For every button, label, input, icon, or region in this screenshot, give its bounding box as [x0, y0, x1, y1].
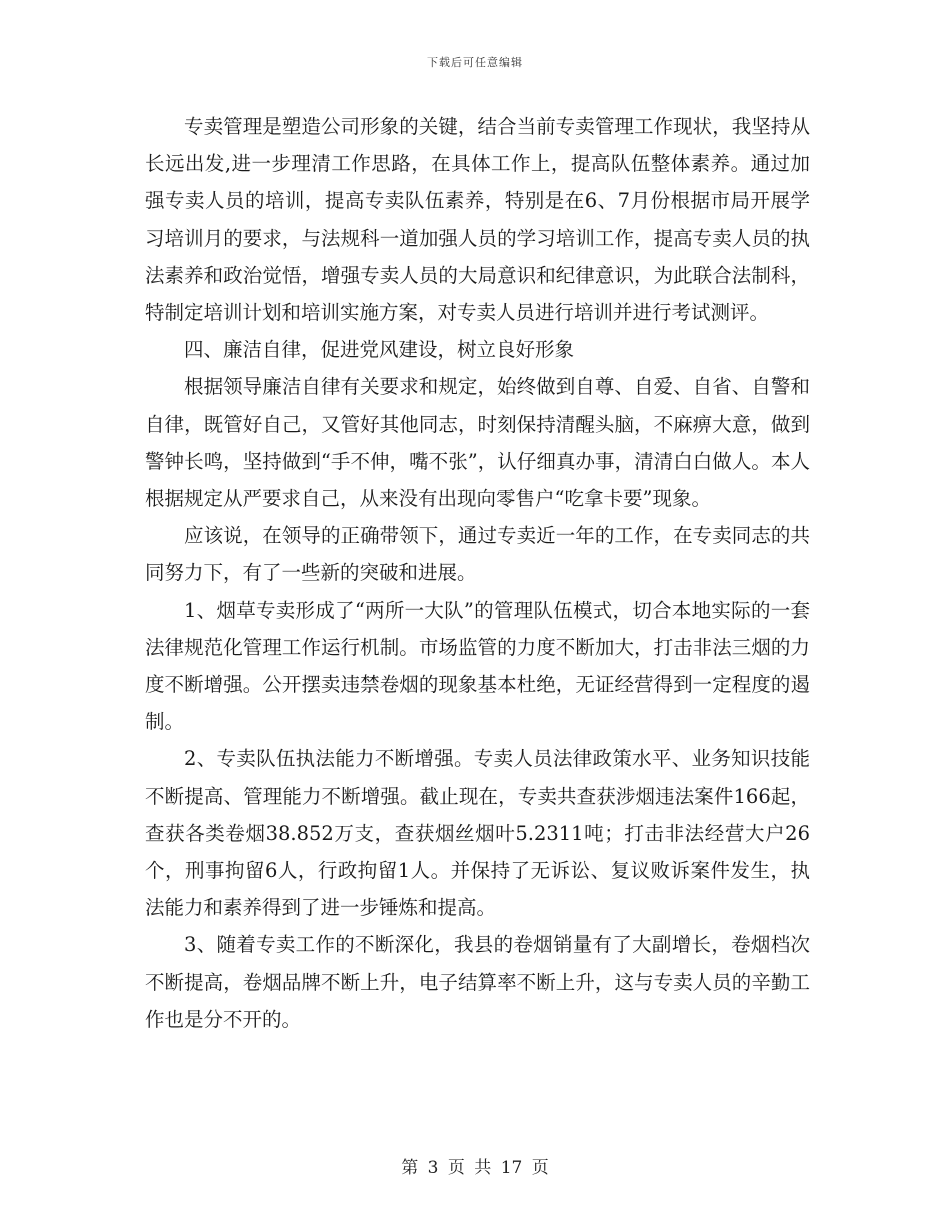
paragraph-summary: 应该说，在领导的正确带领下，通过专卖近一年的工作，在专卖同志的共同努力下，有了一些新的突破和进展。 [145, 524, 810, 585]
paragraph-item-2: 2、专卖队伍执法能力不断增强。专卖人员法律政策水平、业务知识技能不断提高、管理能力不断增强。截止现在，专卖共查获涉烟违法案件166起，查获各类卷烟38.852万支，查获烟丝烟叶5.2311吨；打击非法经营大户26个，刑事拘留6人，行政拘留1人。并保持了无诉讼、复议败诉案件发生，执法能力和素养得到了进一步锤炼和提高。 [145, 747, 810, 920]
paragraph-integrity: 根据领导廉洁自律有关要求和规定，始终做到自尊、自爱、自省、自警和自律，既管好自己，又管好其他同志，时刻保持清醒头脑，不麻痹大意，做到警钟长鸣，坚持做到“手不伸，嘴不张”，认仔细真办事，清清白白做人。本人根据规定从严要求自己，从来没有出现向零售户“吃拿卡要”现象。 [145, 375, 810, 511]
page-header-note: 下载后可任意编辑 [427, 56, 523, 69]
section-heading-integrity: 四、廉洁自律，促进党风建设，树立良好形象 [184, 338, 575, 362]
page-number: 第 3 页 共 17 页 [401, 1158, 549, 1178]
paragraph-item-3: 3、随着专卖工作的不断深化，我县的卷烟销量有了大副增长，卷烟档次不断提高，卷烟品牌不断上升，电子结算率不断上升，这与专卖人员的辛勤工作也是分不开的。 [145, 933, 810, 1031]
paragraph-item-1: 1、烟草专卖形成了“两所一大队”的管理队伍模式，切合本地实际的一套法律规范化管理工作运行机制。市场监管的力度不断加大，打击非法三烟的力度不断增强。公开摆卖违禁卷烟的现象基本杜绝，无证经营得到一定程度的遏制。 [145, 598, 810, 734]
document-body [145, 108, 810, 1038]
paragraph-intro: 专卖管理是塑造公司形象的关键，结合当前专卖管理工作现状，我坚持从长远出发,进一步理清工作思路，在具体工作上，提高队伍整体素养。通过加强专卖人员的培训，提高专卖队伍素养，特别是在6、7月份根据市局开展学习培训月的要求，与法规科一道加强人员的学习培训工作，提高专卖人员的执法素养和政治觉悟，增强专卖人员的大局意识和纪律意识，为此联合法制科，特制定培训计划和培训实施方案，对专卖人员进行培训并进行考试测评。 [145, 115, 810, 325]
